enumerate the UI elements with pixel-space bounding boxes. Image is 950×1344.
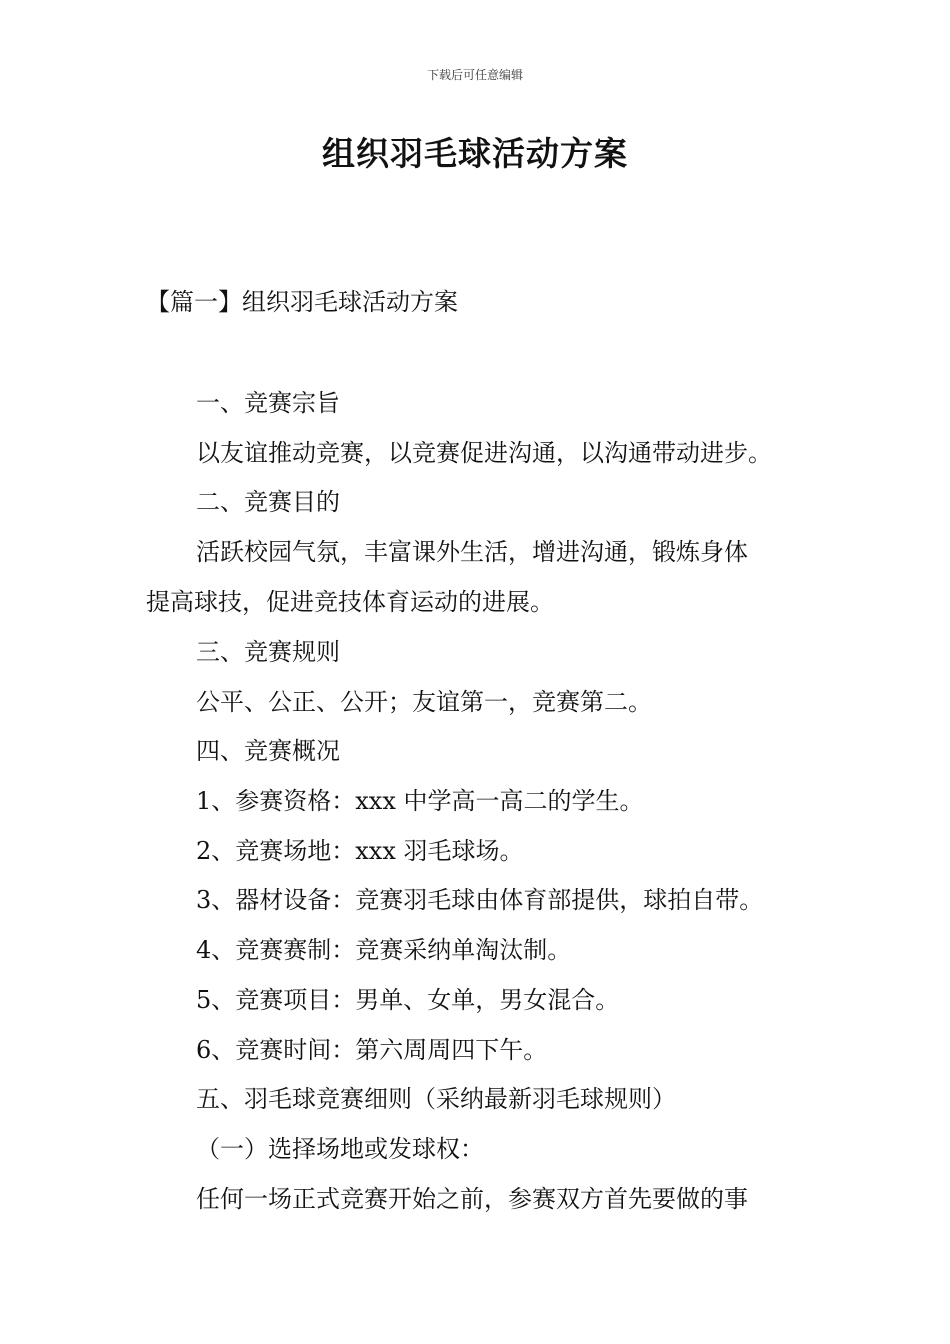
heading-overview: 四、竞赛概况 (196, 737, 340, 765)
paragraph-court-selection: 任何一场正式竞赛开始之前，参赛双方首先要做的事 (196, 1185, 748, 1213)
heading-rules: 三、竞赛规则 (196, 638, 340, 666)
paragraph-rules: 公平、公正、公开；友谊第一，竞赛第二。 (196, 688, 652, 716)
header-note: 下载后可任意编辑 (426, 68, 523, 82)
paragraph-goal-line-2: 提高球技，促进竞技体育运动的进展。 (146, 588, 554, 616)
heading-goal: 二、竞赛目的 (196, 488, 340, 516)
document-title: 组织羽毛球活动方案 (322, 134, 628, 173)
heading-purpose: 一、竞赛宗旨 (196, 389, 340, 417)
subheading-court-selection: （一）选择场地或发球权： (196, 1135, 484, 1163)
list-item-eligibility: 1、参赛资格：xxx 中学高一高二的学生。 (196, 787, 644, 815)
list-item-events: 5、竞赛项目：男单、女单，男女混合。 (196, 986, 620, 1014)
heading-detailed-rules: 五、羽毛球竞赛细则（采纳最新羽毛球规则） (196, 1085, 676, 1113)
list-item-time: 6、竞赛时间：第六周周四下午。 (196, 1036, 548, 1064)
paragraph-goal-line-1: 活跃校园气氛，丰富课外生活，增进沟通，锻炼身体 (196, 538, 748, 566)
list-item-venue: 2、竞赛场地：xxx 羽毛球场。 (196, 837, 524, 865)
list-item-equipment: 3、器材设备：竞赛羽毛球由体育部提供，球拍自带。 (196, 886, 764, 914)
paragraph-purpose: 以友谊推动竞赛，以竞赛促进沟通，以沟通带动进步。 (196, 439, 772, 467)
section-heading: 【篇一】组织羽毛球活动方案 (146, 288, 458, 316)
list-item-format: 4、竞赛赛制：竞赛采纳单淘汰制。 (196, 936, 572, 964)
